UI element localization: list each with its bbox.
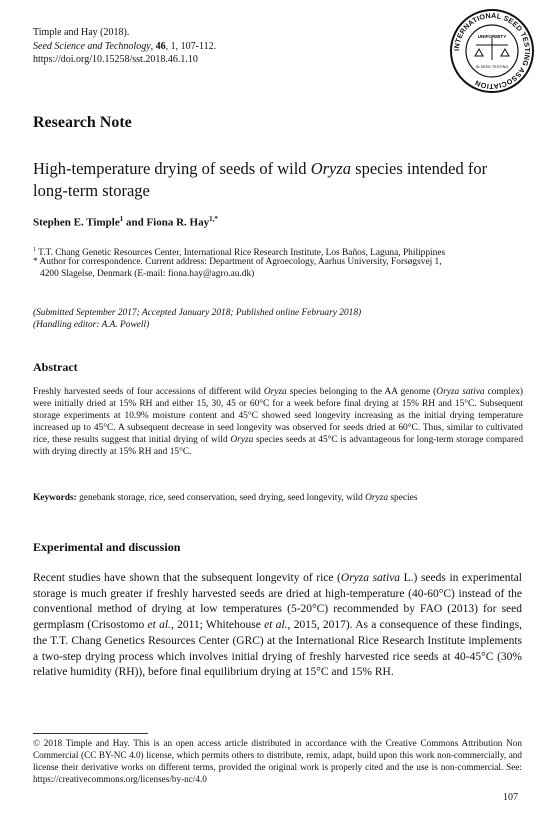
page-number: 107 (503, 792, 518, 803)
keywords-label: Keywords: (33, 493, 77, 503)
body-paragraph: Recent studies have shown that the subsequent longevity of rice (Oryza sativa L.) seeds in experimental storage is much greater if freshly harvested seeds are dried at high-temperature (40-60°C) instead of the conventional method of drying at low temperatures (5-20°C) recommended by FAO (2013) for seed germplasm (Crisostomo et al., 2011; Whitehouse et al., 2015, 2017). As a consequence of these findings, the T.T. Chang Genetics Resources Center (GRC) at the International Rice Research Institute implements a two-step drying process which involves initial drying of freshly harvested rice seeds at 40-45°C (30% relative humidity (RH)), before final equilibrium drying at 15°C and 15% RH. (33, 572, 523, 679)
seal-inner-bottom: IN SEED TESTING (475, 65, 509, 69)
citation-block: Timple and Hay (2018). Seed Science and Technology, 46, 1, 107-112. https://doi.org/10.15258/sst.2018.46.1.10 (33, 27, 217, 65)
author-2: Fiona R. Hay (146, 216, 210, 229)
footnote-divider (33, 733, 148, 734)
submission-info (33, 307, 361, 331)
experimental-heading: Experimental and discussion (33, 540, 181, 554)
issue-pages: , 1, 107-112. (165, 40, 217, 52)
author-1: Stephen E. Timple (33, 216, 120, 229)
abstract-heading: Abstract (33, 360, 78, 374)
correspondence-address: 4200 Slagelse, Denmark (E-mail: fiona.hay@agro.au.dk) (40, 269, 255, 279)
seal-ring-text: INTERNATIONAL SEED TESTING ASSOCIATION (451, 10, 533, 92)
abstract-text: Freshly harvested seeds of four accessions of different wild Oryza species belonging to the AA genome (Oryza sativa complex) were initially dried at 15% RH and either 15, 30, 45 or 60°C for a week before final drying at 15% RH and 15°C. Subsequent storage experiments at 10.9% moisture content and 45°C showed seed longevity increasing as the initial drying temperature increased up to 45°C. A subsequent decrease in seed longevity was observed for seeds dried at 60°C. Thus, similar to cultivated rice, these results suggest that initial drying of wild Oryza species seeds at 45°C is advantageous for long-term storage compared with drying directly at 15% RH and 15°C. (33, 387, 524, 457)
journal-name: Seed Science and Technology (33, 40, 151, 52)
author-list: Stephen E. Timple$^1$ and Fiona R. Hay$^{1,*}$ (33, 215, 218, 229)
citation-authors: Timple and Hay (2018). (33, 27, 130, 38)
ista-seal-icon (449, 8, 535, 94)
journal-volume: 46 (155, 40, 166, 52)
seal-inner-top: UNIFORMITY (477, 34, 507, 39)
paper-title: High-temperature drying of seeds of wild Oryza species intended for long-term storage (33, 159, 488, 200)
affiliation-1: $^1$ T.T. Chang Genetic Resources Center, International Rice Research Institute, Los Baños, Laguna, Philippines (33, 247, 446, 259)
license-note: © 2018 Timple and Hay. This is an open access article distributed in accordance with the Creative Commons Attribution Non Commercial (CC BY-NC 4.0) license, which permits others to distribute, remix, adapt, build upon this work non-commercially, and license their derivative works on different terms, provided the original work is properly cited and the use is non-commercial. See: https://creativecommons.org/licenses/by-nc/4.0 (33, 738, 522, 784)
keywords: Keywords: genebank storage, rice, seed conservation, seed drying, seed longevity, wild Oryza species (33, 493, 418, 503)
doi-link[interactable]: https://doi.org/10.15258/sst.2018.46.1.10 (33, 54, 198, 65)
correspondence-line: * Author for correspondence. Current address: Department of Agroecology, Aarhus University, Forsøgsvej 1, (33, 257, 442, 267)
submission-dates: (Submitted September 2017; Accepted January 2018; Published online February 2018) (33, 308, 362, 318)
handling-editor: (Handling editor: A.A. Powell) (33, 320, 150, 330)
section-label: Research Note (33, 114, 132, 131)
